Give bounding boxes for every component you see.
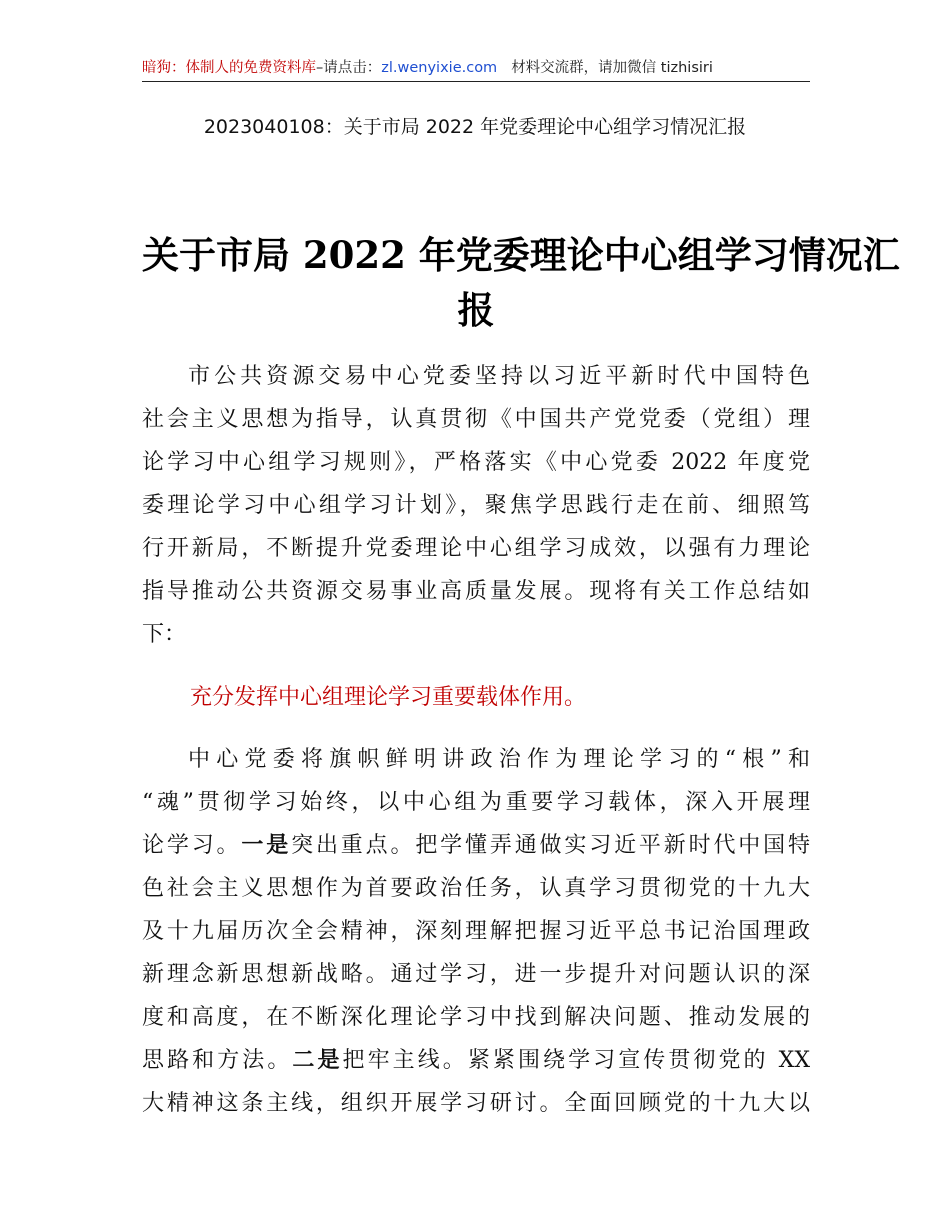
body-line: 中心党委将旗帜鲜明讲政治作为理论学习的“根”和 [188,747,810,772]
body-line: “魂”贯彻学习始终，以中心组为重要学习载体，深入开展理 [142,790,810,815]
intro-line: 行开新局，不断提升党委理论中心组学习成效，以强有力理论 [142,536,810,561]
intro-line: 社会主义思想为指导，认真贯彻《中国共产党党委（党组）理 [142,407,810,432]
intro-line: 市公共资源交易中心党委坚持以习近平新时代中国特色 [188,364,810,389]
body-line: 度和高度，在不断深化理论学习中找到解决问题、推动发展的 [142,1005,810,1030]
promo-contact: 材料交流群，请加微信 tizhisiri [511,60,713,76]
body-line [142,1039,810,1082]
promo-site-name: 暗狗：体制人的免费资料库 [142,60,316,76]
body-line: 大精神这条主线，组织开展学习研讨。全面回顾党的十九大以 [142,1091,810,1116]
title-line-1: 关于市局 2022 年党委理论中心组学习情况汇 [142,233,900,277]
body-line: 色社会主义思想作为首要政治任务，认真学习贯彻党的十九大 [142,876,810,901]
intro-line: 论学习中心组学习规则》，严格落实《中心党委 2022 年度党 [142,450,810,475]
body-line [142,824,810,867]
emphasis-first: 一是 [241,832,292,858]
promo-url-link[interactable]: zl.wenyixie.com [381,60,498,76]
body-text: 把牢主线。紧紧围绕学习宣传贯彻党的 XX [342,1048,810,1073]
document-code-line: 2023040108：关于市局 2022 年党委理论中心组学习情况汇报 [203,116,747,138]
section-paragraph [142,738,810,1125]
section-heading: 充分发挥中心组理论学习重要载体作用。 [190,685,587,710]
body-text: 突出重点。把学懂弄通做实习近平新时代中国特 [291,833,810,858]
body-text: 思路和方法。 [142,1048,293,1073]
intro-line: 下： [142,622,187,647]
intro-line: 指导推动公共资源交易事业高质量发展。现将有关工作总结如 [142,579,810,604]
intro-line: 委理论学习中心组学习计划》，聚焦学思践行走在前、细照笃 [142,493,810,518]
document-title [142,228,900,338]
promo-prompt: –请点击： [316,60,382,76]
body-line: 新理念新思想新战略。通过学习，进一步提升对问题认识的深 [142,962,810,987]
emphasis-second: 二是 [292,1047,343,1073]
body-line: 及十九届历次全会精神，深刻理解把握习近平总书记治国理政 [142,919,810,944]
promo-header [142,57,810,82]
title-line-2: 报 [457,288,495,332]
intro-paragraph [142,355,810,656]
body-text: 论学习。 [142,833,242,858]
